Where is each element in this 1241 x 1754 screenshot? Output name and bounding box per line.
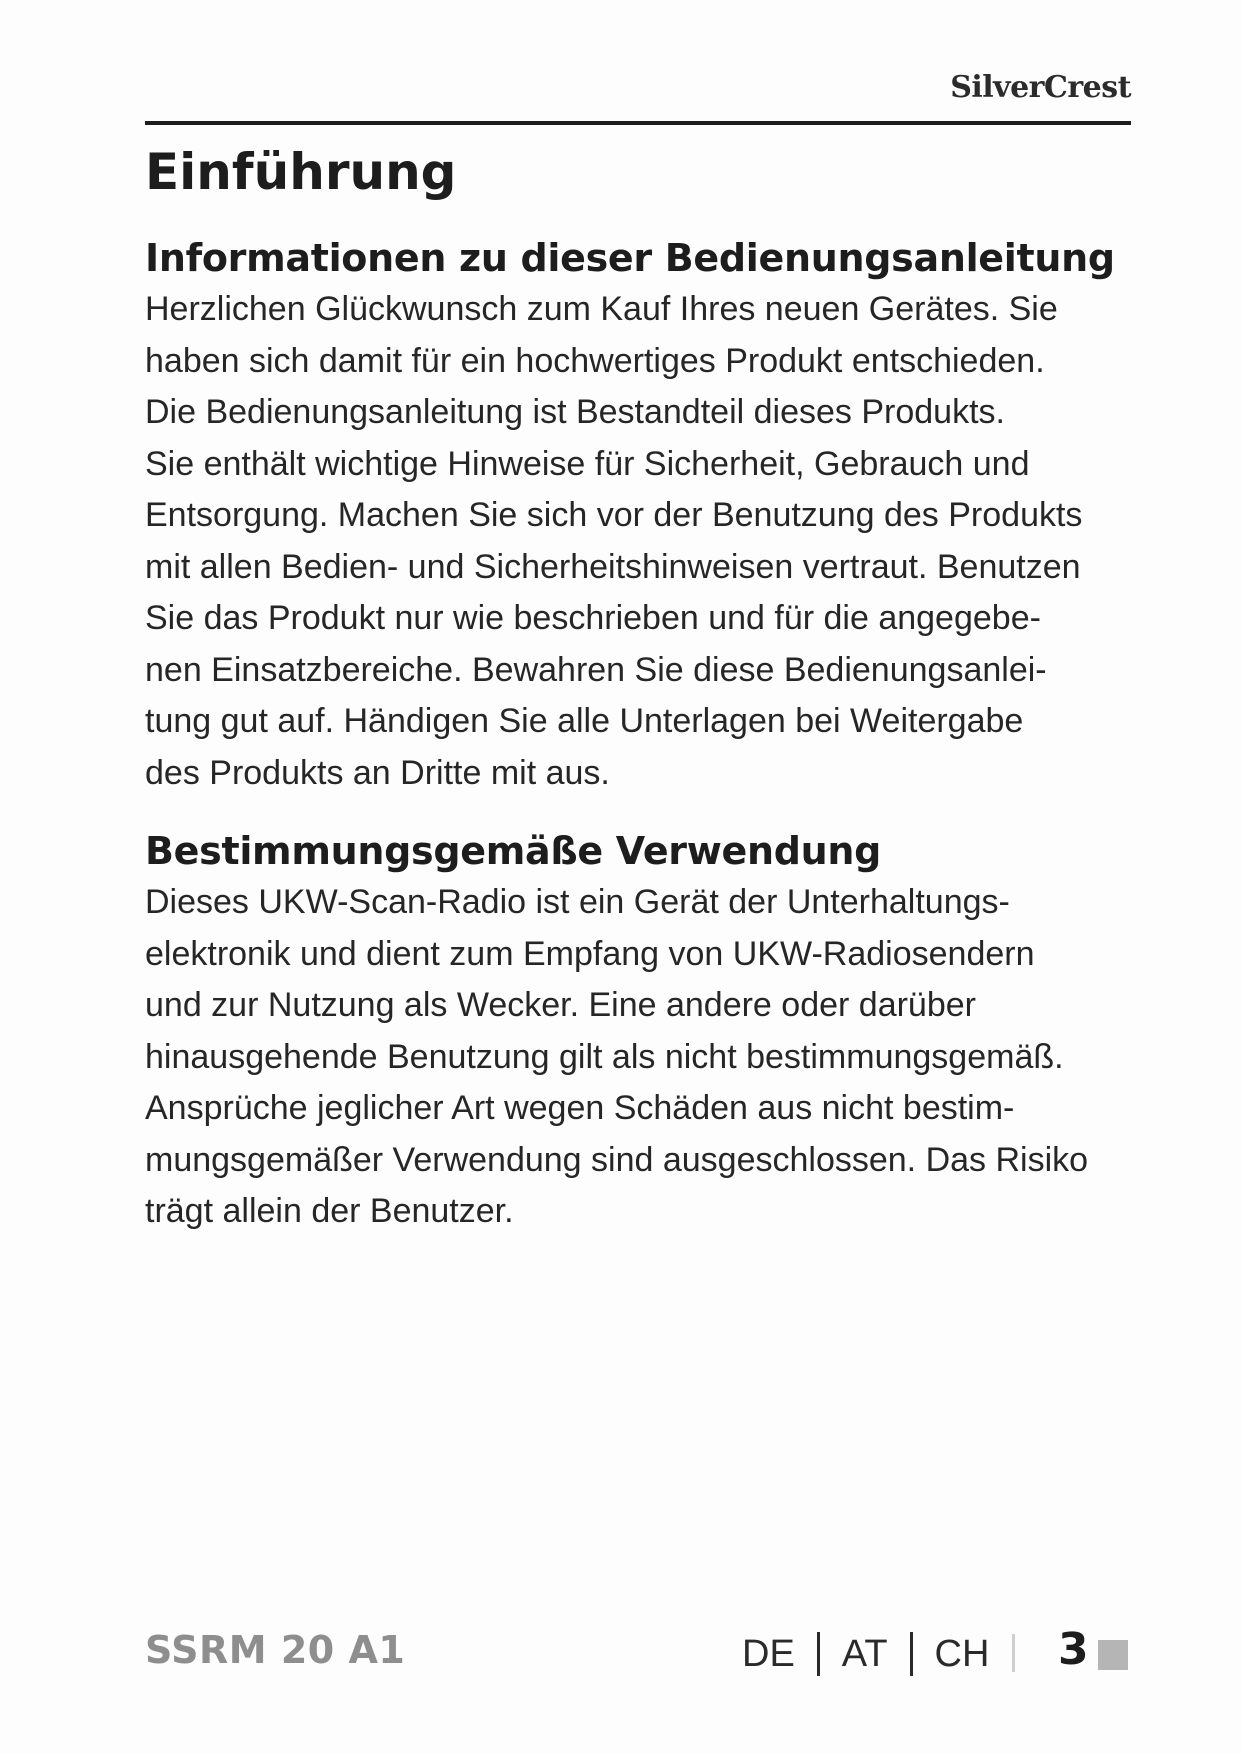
text-line: nen Einsatzbereiche. Bewahren Sie diese Bedienungsanlei- — [145, 650, 1047, 689]
country-code-at: AT — [841, 1632, 888, 1675]
section-body-verwendung — [145, 877, 1145, 1238]
page-content — [145, 140, 1145, 1238]
text-line: Ansprüche jeglicher Art wegen Schäden aus nicht bestim- — [145, 1089, 1015, 1127]
text-line: Sie das Produkt nur wie beschrieben und für die angegebe- — [145, 599, 1041, 637]
model-number: SSRM 20 A1 — [145, 1628, 406, 1672]
text-line: Sie enthält wichtige Hinweise für Sicherheit, Gebrauch und — [145, 444, 1030, 483]
text-line: haben sich damit für ein hochwertiges Produkt entschieden. — [145, 341, 1045, 380]
text-line: Dieses UKW-Scan-Radio ist ein Gerät der Unterhaltungs- — [145, 883, 1010, 921]
page-marker-square — [1098, 1640, 1128, 1670]
text-line: mungsgemäßer Verwendung sind ausgeschlossen. Das Risiko — [145, 1140, 1089, 1179]
country-codes — [742, 1628, 989, 1680]
text-line: des Produkts an Dritte mit aus. — [145, 753, 610, 792]
text-line: tung gut auf. Händigen Sie alle Unterlagen bei Weitergabe — [145, 702, 1024, 740]
section-body-informationen — [145, 284, 1145, 799]
text-line: Entsorgung. Machen Sie sich vor der Benutzung des Produkts — [145, 496, 1083, 534]
page-title: Einführung — [145, 143, 457, 201]
footer-separator — [1012, 1634, 1015, 1672]
page-number: 3 — [1058, 1624, 1089, 1675]
text-line: hinausgehende Benutzung gilt als nicht bestimmungsgemäß. — [145, 1037, 1064, 1076]
section-heading-verwendung: Bestimmungsgemäße Verwendung — [145, 829, 882, 873]
country-code-de: DE — [742, 1632, 795, 1675]
country-separator — [817, 1632, 820, 1676]
country-separator — [910, 1632, 913, 1676]
text-line: trägt allein der Benutzer. — [145, 1192, 514, 1230]
brand-logo: SilverCrest — [950, 70, 1131, 105]
text-line: und zur Nutzung als Wecker. Eine andere oder darüber — [145, 986, 976, 1024]
text-line: mit allen Bedien- und Sicherheitshinweisen vertraut. Benutzen — [145, 547, 1081, 586]
text-line: elektronik und dient zum Empfang von UKW-Radiosendern — [145, 934, 1035, 973]
text-line: Die Bedienungsanleitung ist Bestandteil dieses Produkts. — [145, 393, 1005, 431]
header-rule — [145, 121, 1131, 125]
text-line: Herzlichen Glückwunsch zum Kauf Ihres neuen Gerätes. Sie — [145, 290, 1058, 328]
country-code-ch: CH — [934, 1632, 990, 1675]
section-heading-informationen: Informationen zu dieser Bedienungsanleitung — [145, 236, 1115, 280]
